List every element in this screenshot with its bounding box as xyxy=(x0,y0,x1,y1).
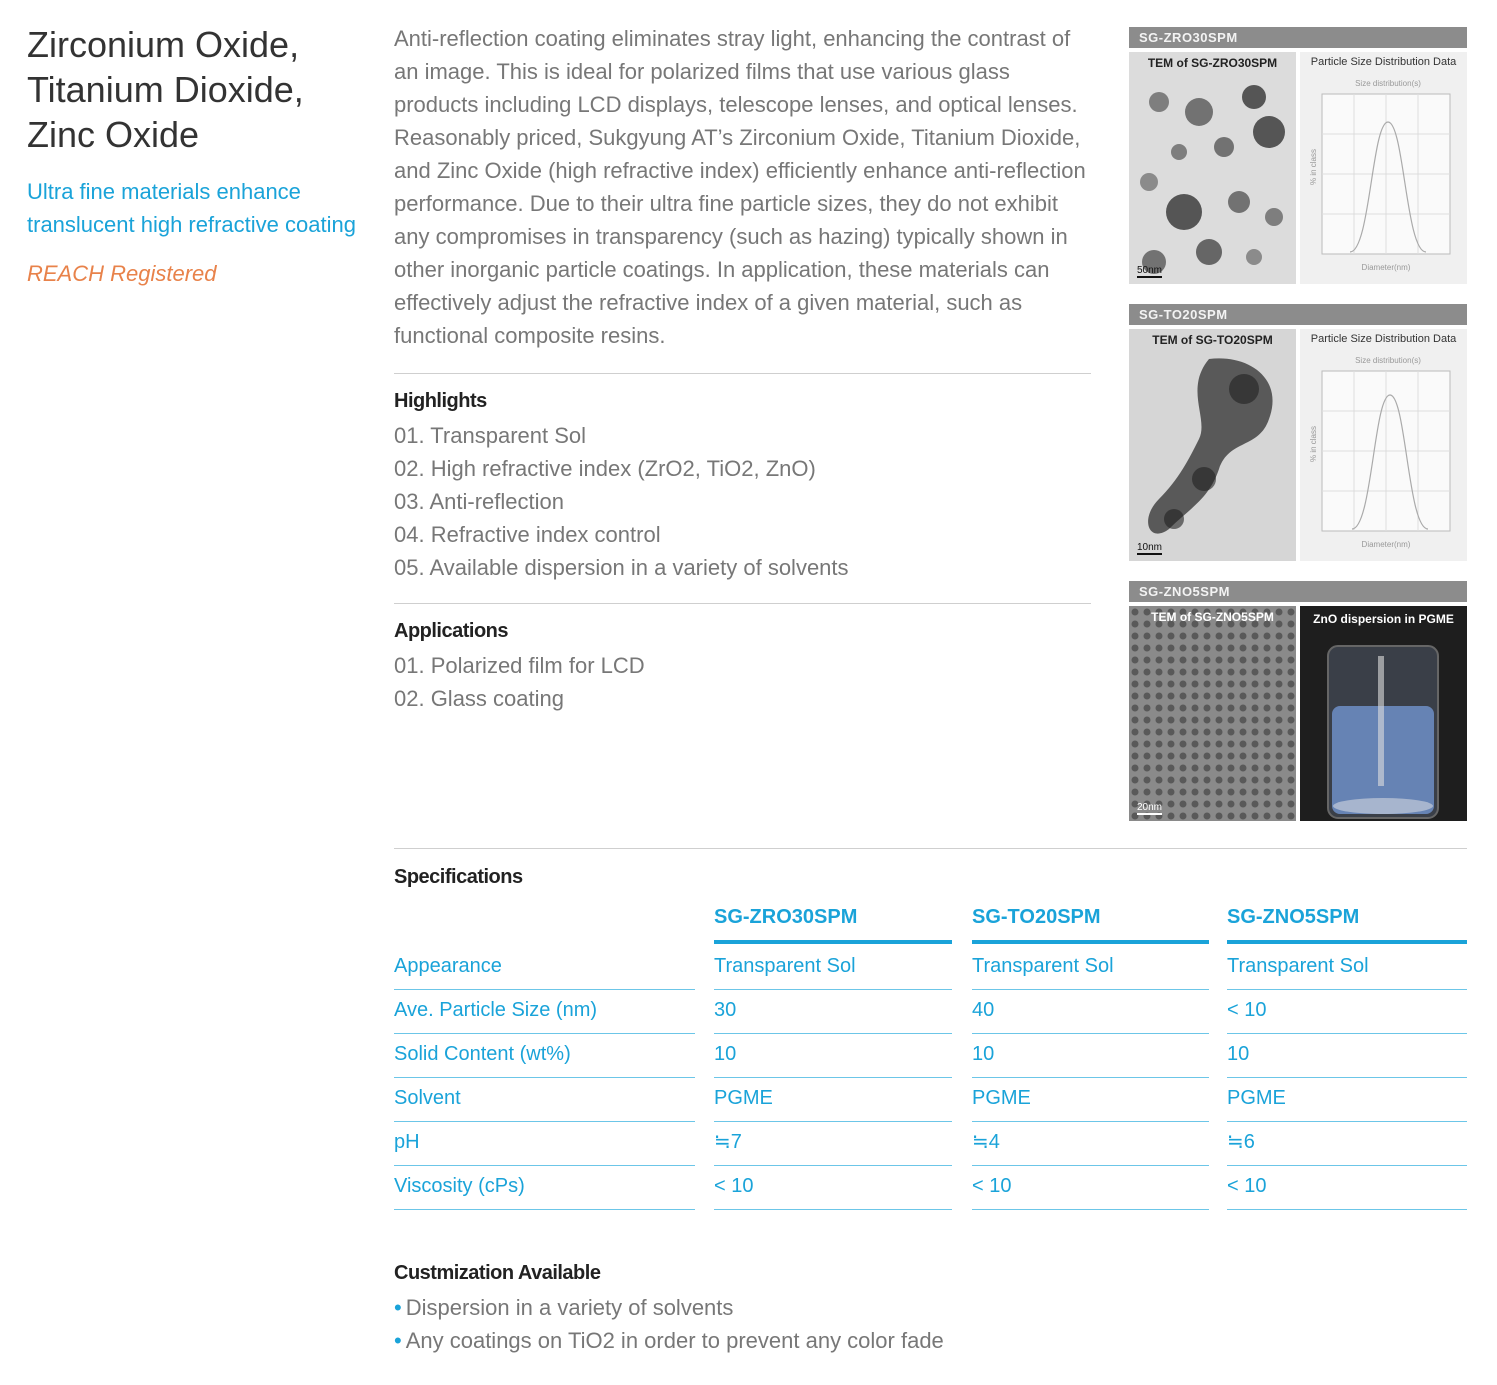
divider xyxy=(394,603,1091,604)
table-cell: 10 xyxy=(714,1034,952,1078)
highlight-item: 04. Refractive index control xyxy=(394,522,661,547)
zno-vial-photo xyxy=(1300,606,1467,821)
tem-particles-image xyxy=(1129,329,1296,561)
tem-particles-image xyxy=(1129,52,1296,284)
product-heading-block xyxy=(27,22,367,287)
tem-label: TEM of SG-ZNO5SPM xyxy=(1151,610,1274,624)
intro-paragraph: Anti-reflection coating eliminates stray light, enhancing the contrast of an image. This is ideal for polarized films that use various glass products including LCD displays, telescope lenses, and optical lenses. Reasonably priced, Sukgyung AT’s Zirconium Oxide, Titanium Dioxide, and Zinc Oxide (high refractive index) efficiently enhance anti-reflection performance. Due to their ultra fine particle sizes, they do not exhibit any compromises in transparency (such as hazing) typically shown in other inorganic particle coatings. In application, these materials can effectively adjust the refractive index of a given material, such as functional composite resins. xyxy=(394,26,1086,348)
highlight-item: 05. Available dispersion in a variety of solvents xyxy=(394,555,849,580)
y-axis-label: % in class xyxy=(1309,425,1318,463)
customization-item xyxy=(394,1291,944,1324)
title-line: Titanium Dioxide, xyxy=(27,69,304,110)
tem-image xyxy=(1129,606,1296,821)
table-cell: 40 xyxy=(972,990,1209,1034)
bullet-icon: • xyxy=(394,1295,402,1320)
customization-text: Dispersion in a variety of solvents xyxy=(405,1295,734,1320)
table-cell: 10 xyxy=(972,1034,1209,1078)
row-label: Solvent xyxy=(394,1078,695,1122)
customization-section xyxy=(394,1262,944,1357)
panel-header: SG-ZNO5SPM xyxy=(1129,581,1467,602)
row-label: Solid Content (wt%) xyxy=(394,1034,695,1078)
table-cell: PGME xyxy=(1227,1078,1467,1122)
distribution-curve xyxy=(1300,52,1467,284)
application-item: 02. Glass coating xyxy=(394,686,564,711)
row-label: pH xyxy=(394,1122,695,1166)
chart-label: Particle Size Distribution Data xyxy=(1310,333,1457,345)
scale-bar: 50nm xyxy=(1137,265,1163,276)
table-cell: < 10 xyxy=(714,1166,952,1210)
table-cell: Transparent Sol xyxy=(1227,946,1467,990)
to20-image-panel xyxy=(1129,304,1467,561)
row-label: Viscosity (cPs) xyxy=(394,1166,695,1210)
title-line: Zinc Oxide xyxy=(27,114,200,155)
table-cell: PGME xyxy=(714,1078,952,1122)
reach-badge: REACH Registered xyxy=(27,261,217,286)
divider xyxy=(394,373,1091,374)
row-label: Appearance xyxy=(394,946,695,990)
column-header: SG-ZRO30SPM xyxy=(714,906,952,944)
chart-subtitle: Size distribution(s) xyxy=(1355,356,1421,365)
table-cell: ≒4 xyxy=(972,1122,1209,1166)
table-cell: ≒7 xyxy=(714,1122,952,1166)
distribution-curve xyxy=(1300,329,1467,561)
customization-text: Any coatings on TiO2 in order to prevent any color fade xyxy=(405,1328,944,1353)
panel-header: SG-TO20SPM xyxy=(1129,304,1467,325)
page-subtitle xyxy=(27,175,367,241)
highlight-item: 01. Transparent Sol xyxy=(394,423,587,448)
tem-image xyxy=(1129,329,1296,561)
size-distribution-chart xyxy=(1300,329,1467,561)
scale-bar: 20nm xyxy=(1137,802,1163,813)
column-header: SG-ZNO5SPM xyxy=(1227,906,1467,944)
table-cell: PGME xyxy=(972,1078,1209,1122)
table-cell: Transparent Sol xyxy=(972,946,1209,990)
x-axis-label: Diameter(nm) xyxy=(1361,263,1411,272)
title-line: Zirconium Oxide, xyxy=(27,24,300,65)
row-label: Ave. Particle Size (nm) xyxy=(394,990,695,1034)
chart-label: Particle Size Distribution Data xyxy=(1310,56,1457,68)
zno5-image-panel xyxy=(1129,581,1467,821)
highlights-heading: Highlights xyxy=(394,390,487,412)
panel-header: SG-ZRO30SPM xyxy=(1129,27,1467,48)
customization-heading: Custmization Available xyxy=(394,1262,601,1284)
scale-bar: 10nm xyxy=(1137,542,1163,553)
subtitle-line: translucent high refractive coating xyxy=(27,212,356,237)
x-axis-label: Diameter(nm) xyxy=(1361,540,1411,549)
vial-image xyxy=(1300,606,1467,821)
description-column xyxy=(394,22,1099,715)
bullet-icon: • xyxy=(394,1328,402,1353)
table-cell: < 10 xyxy=(972,1166,1209,1210)
divider xyxy=(394,848,1467,849)
tem-image xyxy=(1129,52,1296,284)
zro30-image-panel xyxy=(1129,27,1467,284)
applications-section xyxy=(394,620,1099,715)
tem-particles-image xyxy=(1129,606,1296,821)
table-cell: < 10 xyxy=(1227,1166,1467,1210)
y-axis-label: % in class xyxy=(1309,148,1318,186)
applications-heading: Applications xyxy=(394,620,509,642)
table-cell: < 10 xyxy=(1227,990,1467,1034)
table-cell: 30 xyxy=(714,990,952,1034)
highlight-item: 02. High refractive index (ZrO2, TiO2, ZnO) xyxy=(394,456,816,481)
customization-item xyxy=(394,1324,944,1357)
photo-label: ZnO dispersion in PGME xyxy=(1313,612,1454,626)
highlight-item: 03. Anti-reflection xyxy=(394,489,564,514)
subtitle-line: Ultra fine materials enhance xyxy=(27,179,301,204)
chart-subtitle: Size distribution(s) xyxy=(1355,79,1421,88)
tem-label: TEM of SG-TO20SPM xyxy=(1152,333,1273,347)
column-header: SG-TO20SPM xyxy=(972,906,1209,944)
table-cell: Transparent Sol xyxy=(714,946,952,990)
highlights-section xyxy=(394,390,1099,584)
page-title xyxy=(27,22,367,157)
application-item: 01. Polarized film for LCD xyxy=(394,653,645,678)
size-distribution-chart xyxy=(1300,52,1467,284)
specifications-heading: Specifications xyxy=(394,866,523,888)
tem-label: TEM of SG-ZRO30SPM xyxy=(1147,56,1278,70)
table-cell: 10 xyxy=(1227,1034,1467,1078)
table-cell: ≒6 xyxy=(1227,1122,1467,1166)
